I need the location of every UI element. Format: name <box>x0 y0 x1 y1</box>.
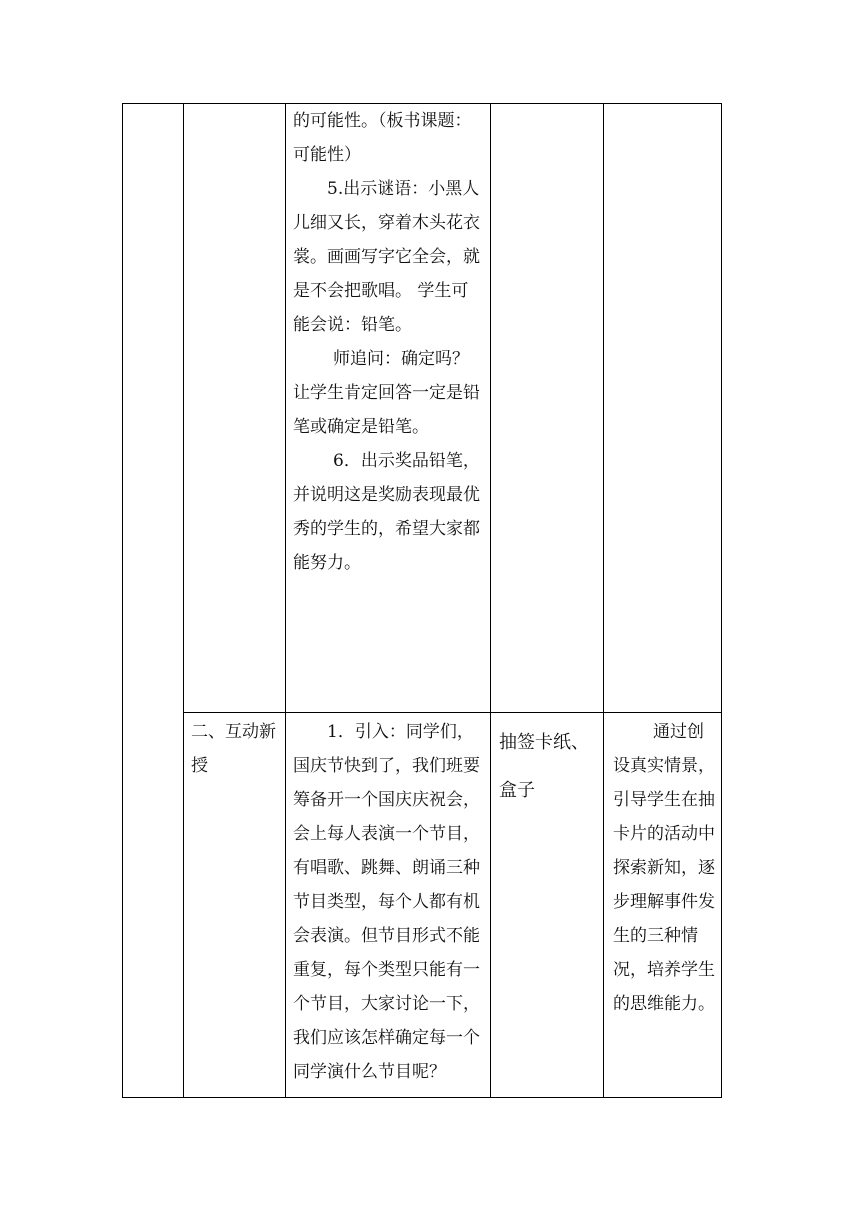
row1-process-cell <box>293 104 483 580</box>
row2-process-cell <box>293 715 483 1089</box>
process-paragraph-4: 6．出示奖品铅笔，并说明这是奖励表现最优秀的学生的，希望大家都能努力。 <box>293 451 480 573</box>
introduction-text: 1．引入：同学们，国庆节快到了，我们班要筹备开一个国庆庆祝会，会上每人表演一个节目，有唱歌、跳舞、朗诵三种节目类型，每个人都有机会表演。但节目形式不能重复，每个类型只能有一个节目，大家讨论一下，我们应该怎样确定每一个同学演什么节目呢？ <box>293 722 480 1082</box>
stage-label: 二、互动新授 <box>191 722 276 776</box>
row2-stage-cell <box>191 715 279 783</box>
row2-intent-cell <box>613 715 715 1021</box>
column-divider-1 <box>183 103 184 1098</box>
row-divider <box>183 712 722 713</box>
table-border-bottom <box>122 1097 722 1098</box>
row2-materials-cell <box>499 719 597 815</box>
process-paragraph-2: 5.出示谜语：小黑人儿细又长，穿着木头花衣裳。画画写字它全会，就是不会把歌唱。 学生可能会说：铅笔。 <box>293 179 480 335</box>
process-paragraph-3: 师追问：确定吗？让学生肯定回答一定是铅笔或确定是铅笔。 <box>293 349 480 437</box>
materials-text: 抽签卡纸、盒子 <box>499 732 589 801</box>
process-paragraph-1: 的可能性。（板书课题：可能性） <box>293 111 472 165</box>
column-divider-3 <box>490 103 491 1098</box>
design-intent-text: 通过创设真实情景，引导学生在抽卡片的活动中探索新知，逐步理解事件发生的三种情况，培养学生的思维能力。 <box>613 722 715 1014</box>
table-border-left <box>122 103 123 1098</box>
column-divider-2 <box>285 103 286 1098</box>
column-divider-4 <box>603 103 604 1098</box>
table-border-right <box>721 103 722 1098</box>
